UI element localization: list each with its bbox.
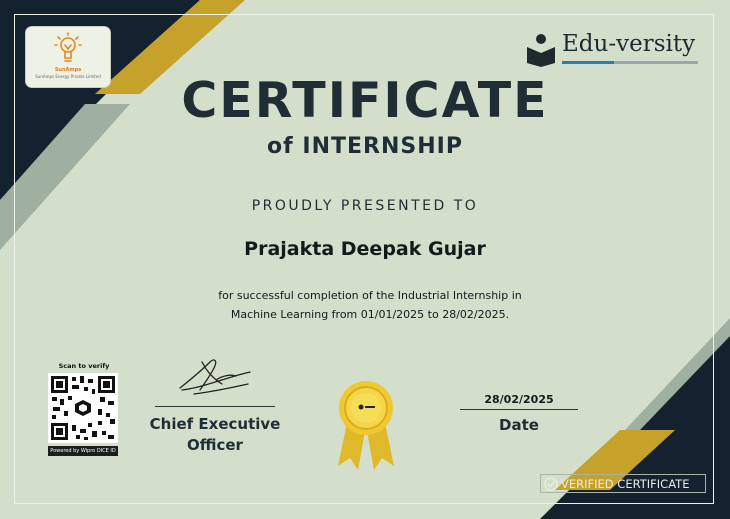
verified-badge-text: VERIFIED CERTIFICATE — [561, 477, 690, 491]
recipient-name: Prajakta Deepak Gujar — [244, 238, 486, 260]
certificate-description — [190, 286, 550, 324]
sponsor-name: SunAmps — [54, 67, 82, 73]
certificate-subtitle: of INTERNSHIP — [267, 134, 463, 159]
signature-line — [155, 406, 275, 407]
powered-by-label: Powered by Wipro DICE ID — [48, 446, 118, 456]
lightbulb-icon — [53, 30, 83, 66]
scan-to-verify-label: Scan to verify — [58, 362, 110, 370]
qr-code[interactable] — [48, 373, 118, 443]
sponsor-subtitle: SunAmps Energy Private Limited — [35, 74, 101, 79]
award-ribbon-icon — [330, 378, 402, 473]
brand-name: Edu-versity — [562, 31, 696, 57]
description-line-1: for successful completion of the Industrial Internship in — [218, 289, 522, 302]
brand-underline — [562, 61, 698, 64]
presented-to-label: PROUDLY PRESENTED TO — [251, 198, 479, 214]
certificate-title: CERTIFICATE — [181, 72, 549, 129]
signatory-role-line-1: Chief Executive — [149, 415, 281, 433]
signatory-role — [140, 414, 290, 456]
verified-certificate-badge[interactable] — [540, 474, 706, 493]
description-line-2: Machine Learning from 01/01/2025 to 28/02/2025. — [230, 308, 510, 321]
verified-check-icon — [544, 477, 558, 491]
date-value: 28/02/2025 — [484, 393, 554, 406]
date-line — [460, 409, 578, 410]
signature — [170, 350, 260, 400]
book-reader-icon — [526, 33, 556, 67]
signatory-role-line-2: Officer — [187, 436, 243, 454]
date-label: Date — [499, 416, 539, 434]
